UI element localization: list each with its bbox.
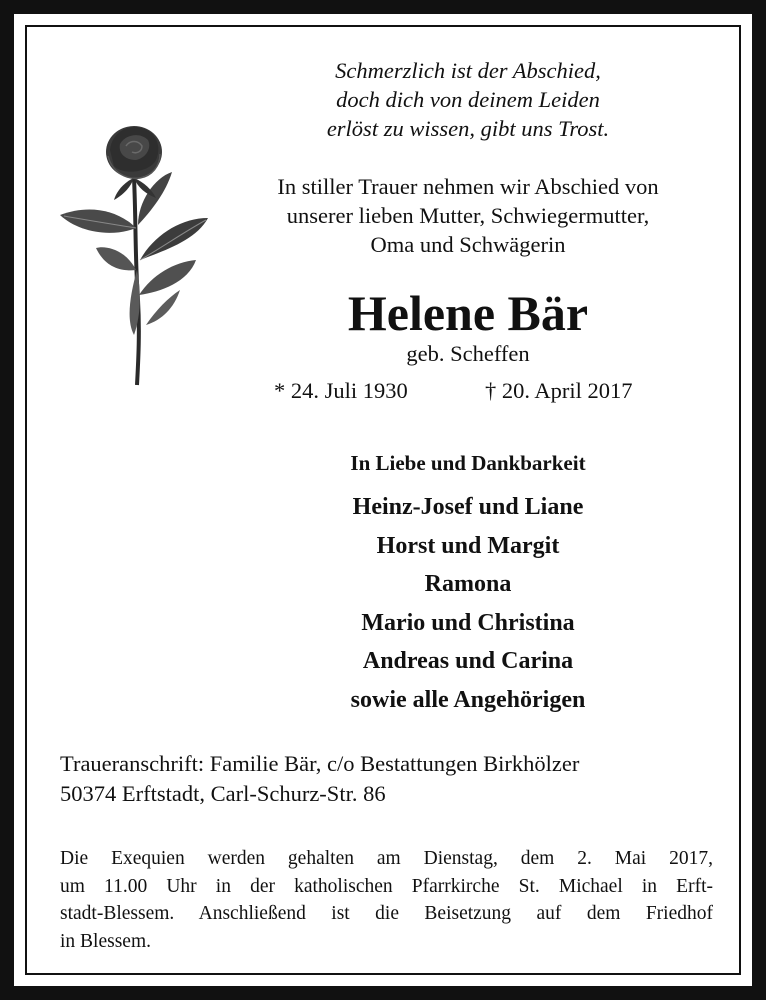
family-member: Mario und Christina bbox=[361, 609, 575, 636]
service-line: stadt-Blessem. Anschließend ist die Beisetzung auf dem Friedhof bbox=[60, 903, 713, 924]
family-member: Andreas und Carina bbox=[362, 648, 574, 675]
intro-line: In stiller Trauer nehmen wir Abschied von bbox=[277, 174, 659, 199]
motto-verse bbox=[230, 56, 706, 143]
family-member: Horst und Margit bbox=[376, 532, 560, 559]
service-line: Die Exequien werden gehalten am Dienstag, dem 2. Mai 2017, bbox=[60, 848, 713, 869]
intro-text bbox=[210, 172, 726, 259]
family-member: Heinz-Josef und Liane bbox=[352, 494, 584, 520]
deceased-name: Helene Bär bbox=[347, 285, 589, 341]
thanks-heading: In Liebe und Dankbarkeit bbox=[350, 451, 586, 475]
service-notice bbox=[60, 845, 713, 955]
birth-date: * 24. Juli 1930 bbox=[274, 378, 408, 403]
family-list bbox=[210, 488, 726, 720]
death-date: † 20. April 2017 bbox=[485, 378, 633, 403]
service-line: um 11.00 Uhr in der katholischen Pfarrkirche St. Michael in Erft- bbox=[60, 875, 713, 897]
maiden-name: geb. Scheffen bbox=[406, 341, 530, 366]
family-member: sowie alle Angehörigen bbox=[350, 686, 586, 713]
rose-icon bbox=[56, 120, 212, 390]
address-line: 50374 Erftstadt, Carl-Schurz-Str. 86 bbox=[60, 781, 386, 806]
address-line: Traueranschrift: Familie Bär, c/o Bestattungen Birkhölzer bbox=[60, 751, 580, 776]
motto-line: erlöst zu wissen, gibt uns Trost. bbox=[326, 116, 610, 141]
service-line: in Blessem. bbox=[60, 930, 151, 952]
intro-line: unserer lieben Mutter, Schwiegermutter, bbox=[286, 203, 650, 228]
mourning-address bbox=[60, 749, 720, 809]
family-member: Ramona bbox=[424, 571, 512, 598]
intro-line: Oma und Schwägerin bbox=[370, 232, 566, 257]
motto-line: doch dich von deinem Leiden bbox=[336, 87, 600, 112]
motto-line: Schmerzlich ist der Abschied, bbox=[335, 58, 601, 83]
